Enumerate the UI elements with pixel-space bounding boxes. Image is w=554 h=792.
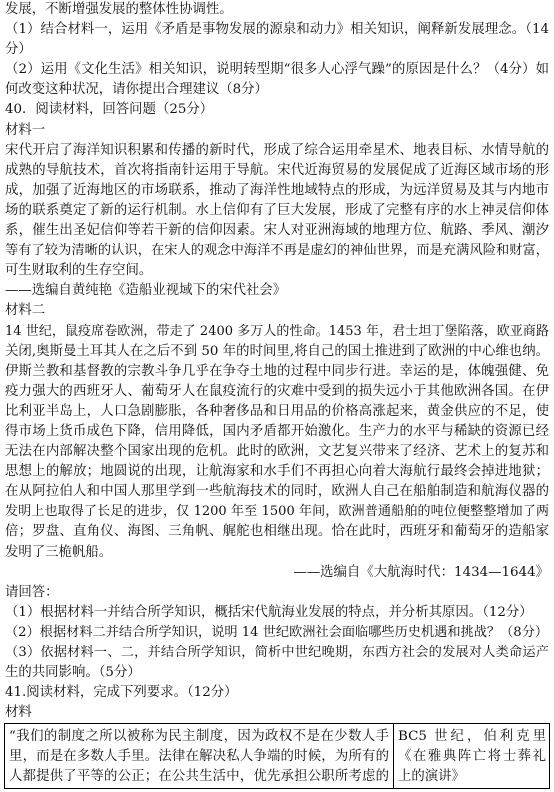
question-41-heading: 41.阅读材料，完成下列要求。（12分） (5, 685, 238, 701)
material-2-line: 关闭,奥斯曼土耳其人在之后不到 50 年的时间里,将自己的国土推进到了欧洲的中心维也纳。 (5, 343, 549, 359)
material-label: 材料 (5, 705, 32, 721)
material-1-source: ——选编自黄纯艳《造船业视域下的宋代社会》 (5, 283, 287, 299)
source-cell (394, 724, 549, 788)
previous-question-part-2-line: （2）运用《文化生活》相关知识，说明转型期“很多人心浮气躁”的原因是什么？（4分）如 (5, 62, 549, 78)
source-line: BC5 世纪，伯利克里 (398, 729, 546, 745)
previous-question-part-1-line: （1）结合材料一，运用《矛盾是事物发展的源泉和动力》相关知识，阐释新发展理念。（14 (5, 22, 549, 38)
material-1-line: 宋代开启了海洋知识积累和传播的新时代，形成了综合运用牵星术、地表目标、水情导航的 (5, 142, 549, 158)
material-2-line: 在从阿拉伯人和中国人那里学到一些航海技术的同时，欧洲人自己在船舶制造和航海仪器的 (5, 484, 549, 500)
question-40-2: （2）根据材料二并结合所学知识，说明 14 世纪欧洲社会面临哪些历史机遇和挑战？（8分） (5, 624, 549, 640)
material-2-line: 伊斯兰教和基督教的宗教斗争几乎在争夺土地的过程中同步行进。幸运的是，体魄强健、免 (5, 363, 549, 379)
material-2-label: 材料二 (5, 303, 46, 319)
material-1-line: 系，催生出圣妃信仰等若干新的信仰因素。宋人对亚洲海域的地理方位、航路、季风、潮汐 (5, 223, 549, 239)
previous-question-part-2-line: 何改变这种状况，请你提出合理建议（8分） (5, 82, 268, 98)
quote-line: 里，而是在多数人手里。法律在解决私人争端的时候，为所有的 (9, 749, 389, 765)
material-1-label: 材料一 (5, 122, 46, 138)
material-table (4, 723, 550, 789)
quote-cell (5, 724, 394, 788)
quote-line: 人都提供了平等的公正；在公共生活中，优先承担公职所考虑的 (9, 769, 389, 785)
material-1-line: 等有了较为清晰的认识，在宋人的观念中海洋不再是虚幻的神仙世界，而是充满风险和财富， (5, 243, 549, 259)
material-1-line: 成熟的导航技术，首次将指南针运用于导航。宋代近海贸易的发展促成了近海区域市场的形 (5, 162, 549, 178)
previous-question-part-1-line: 分） (5, 42, 32, 58)
question-40-heading: 40．阅读材料，回答问题（25分） (5, 102, 214, 118)
material-2-line: 倍；罗盘、直角仪、海图、三角帆、艉舵也相继出现。恰在此时，西班牙和葡萄牙的造船家 (5, 524, 549, 540)
question-40-3-line: 生的共同影响。（5分） (5, 665, 141, 681)
material-2-line: 发明上也取得了长足的进步，仅 1200 年至 1500 年间，欧洲普通船舶的吨位便整整增加了两 (5, 504, 549, 520)
material-2-line: 得市场上货币成色下降，信用降低，国内矛盾都开始激化。生产力的水平与稀缺的资源已经 (5, 423, 549, 439)
source-line: 上的演讲》 (398, 769, 465, 785)
exam-page (5, 0, 549, 789)
question-40-3-line: （3）依据材料一、二，并结合所学知识，简析中世纪晚期，东西方社会的发展对人类命运产 (5, 645, 549, 660)
material-2-line: 思想上的解放；地圆说的出现，让航海家和水手们不再担心向着大海航行最终会掉进地狱； (5, 464, 549, 480)
material-2-line: 无法在内部解决整个国家出现的危机。此时的欧洲，文艺复兴带来了经济、艺术上的复苏和 (5, 444, 549, 460)
material-2-line: 14 世纪，鼠疫席卷欧洲，带走了 2400 多万人的性命。1453 年，君士坦丁堡陷落，欧亚商路 (5, 323, 549, 339)
preceding-text-line: 发展，不断增强发展的整体性协调性。 (5, 2, 233, 17)
material-2-line: 比利亚半岛上，人口急剧膨胀，各种奢侈品和日用品的价格高涨起来，黄金供应的不足，使 (5, 403, 549, 419)
material-2-line: 发明了三桅帆船。 (5, 544, 113, 560)
answer-prompt: 请回答： (5, 584, 59, 600)
question-40-1: （1）根据材料一并结合所学知识，概括宋代航海业发展的特点，并分析其原因。（12分） (5, 604, 533, 620)
material-1-line: 场的联系奠定了新的运行机制。水上信仰有了巨大发展，形成了完整有序的水上神灵信仰体 (5, 202, 549, 218)
quote-line: “我们的制度之所以被称为民主制度，因为政权不是在少数人手 (9, 729, 389, 745)
material-2-source: ——选编自《大航海时代：1434—1644》 (293, 564, 549, 580)
material-2-line: 疫力强大的西班牙人、葡萄牙人在鼠疫流行的灾难中受到的损失远小于其他欧洲各国。在伊 (5, 383, 549, 399)
material-1-line: 成，加强了近海地区的市场联系，推动了海洋性地域特点的形成，为远洋贸易及其与内地市 (5, 182, 549, 198)
source-line: 《在雅典阵亡将士葬礼 (398, 749, 546, 765)
material-1-line: 可生财取利的生存空间。 (5, 263, 153, 279)
